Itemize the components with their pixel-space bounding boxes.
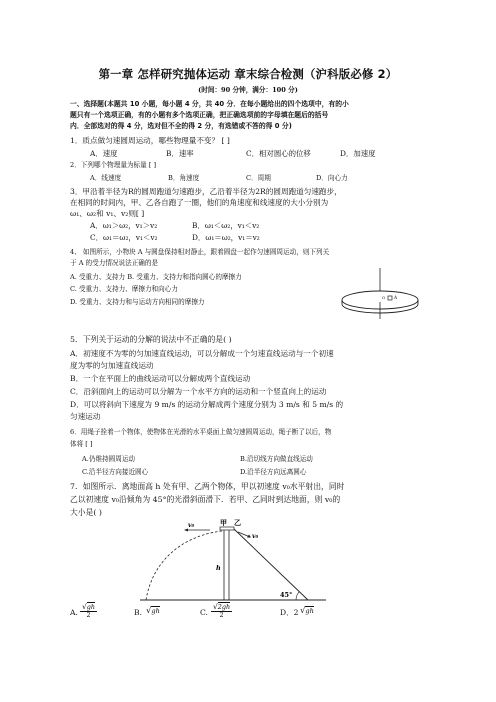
q5-option-a-line1: A．初速度不为零的匀加速直线运动，可以分解成一个匀速直线运动与一个初速: [70, 349, 334, 358]
q3-option-d: D．ω₁＝ω₂，v₁＝v₂: [192, 233, 260, 242]
q5-option-c: C．沿斜面向上的运动可以分解为一个水平方向的运动和一个竖直向上的运动: [70, 387, 327, 396]
q7-option-c-denominator: 2: [219, 611, 224, 619]
q1-option-d: D．加速度: [340, 149, 376, 158]
q7-option-c-fraction: [211, 603, 232, 619]
question-3-line1: 3．甲沿着半径为R的圆周跑道匀速跑步，乙沿着半径为2R的圆周跑道匀速跑步，: [70, 187, 342, 196]
q7-option-d-radicand: gh: [305, 607, 314, 615]
question-3-line2: 在相同的时间内，甲、乙各自跑了一圈，他们的角速度和线速度的大小分别为: [70, 198, 329, 207]
question-6-line1: 6．用绳子拴着一个物体，使物体在光滑的水平桌面上做匀速圆周运动，绳子断了以后，物: [70, 428, 332, 436]
q5-option-d-line2: 匀速运动: [70, 412, 101, 421]
q7-option-c-prefix: C.: [200, 608, 208, 617]
q7-option-b-prefix: B.: [134, 608, 142, 617]
question-7-line1: 7．如图所示．离地面高 h 处有甲、乙两个物体，甲以初速度 v₀水平射出，同时: [70, 482, 345, 491]
q6-option-b: B.沿切线方向做直线运动: [240, 455, 313, 463]
page-subtitle: (时间：90 分钟，满分：100 分): [198, 86, 298, 94]
sqrt-icon: √: [146, 606, 152, 616]
fig-label-h: h: [216, 564, 221, 572]
rotating-disc-figure: [338, 268, 422, 320]
question-2-stem: 2．下列哪个物理量为标量 [ ]: [70, 161, 157, 169]
q7-option-a-prefix: A.: [70, 608, 78, 617]
q7-option-a-fraction: [80, 603, 97, 619]
fig-label-yi: 乙: [234, 519, 241, 527]
q3-option-a: A．ω₁＞ω₂，v₁＞v₂: [90, 221, 158, 230]
question-6-line2: 体将 [ ]: [70, 440, 93, 448]
q7-option-a-denominator: 2: [86, 611, 91, 619]
q5-option-d-line1: D．可以将斜向下速度为 9 m/s 的运动分解成两个速度分别为 3 m/s 和 5 m/s 的: [70, 400, 344, 409]
q2-option-b: B．角速度: [168, 174, 200, 182]
q1-option-b: B．速率: [166, 149, 194, 158]
q6-option-c: C.沿半径方向接近圆心: [82, 468, 149, 476]
fig-label-v0-incline: v₀: [252, 533, 259, 540]
projectile-trajectory: [146, 531, 222, 600]
fig-label-jia: 甲: [220, 519, 227, 527]
block-a: [388, 296, 392, 300]
q2-option-d: D．向心力: [316, 174, 348, 182]
question-1-stem: 1．质点做匀速圆周运动，哪些物理量不变？ [ ]: [70, 136, 230, 145]
fig-label-o: O: [382, 296, 385, 300]
fig-label-angle: 45°: [280, 591, 293, 599]
q6-option-a: A.仍维持圆周运动: [82, 455, 136, 463]
question-4-line1: 4、 如图所示，小物块 A 与圆盘保持相对静止，跟着圆盘一起作匀速圆周运动，则下列关: [70, 248, 330, 256]
question-5-stem: 5．下列关于运动的分解的说法中不正确的是( ): [70, 335, 232, 344]
angle-arc: [296, 592, 300, 601]
section-instructions-line1: 一、选择题(本题共 10 小题，每小题 4 分，共 40 分．在每小题给出的四个选项中，有的小: [70, 100, 349, 108]
fig-label-v0-left: v₀: [188, 522, 195, 529]
q3-option-c: C．ω₁＝ω₂，v₁＜v₂: [90, 233, 158, 242]
question-3-line3: ω₁、ω₂和 v₁、v₂则[ ]: [70, 209, 145, 218]
q4-option-d: D. 受重力、支持力和与运动方向相同的摩擦力: [70, 298, 205, 306]
q5-option-b: B．一个在平面上的曲线运动可以分解成两个直线运动: [70, 374, 251, 383]
q7-option-b-radicand: gh: [151, 607, 160, 615]
question-7-line2: 乙以初速度 v₀沿倾角为 45°的光滑斜面滑下．若甲、乙同时到达地面，则 v₀的: [70, 495, 341, 504]
question-4-line2: 于 A 的受力情况说法正确的是: [70, 259, 159, 267]
q7-option-a-radicand: gh: [86, 603, 95, 611]
q1-option-a: A．速度: [90, 149, 118, 158]
section-instructions-line3: 内．全部选对的得 4 分，选对但不全的得 2 分，有选错或不答的得 0 分): [70, 122, 292, 130]
q7-option-d-prefix: D．2: [280, 608, 299, 617]
q2-option-c: C．周期: [246, 174, 271, 182]
question-7-line3: 大小是( ): [70, 508, 102, 517]
q4-option-c: C. 受重力、支持力、摩擦力和向心力: [70, 285, 178, 293]
q2-option-a: A．线速度: [90, 174, 122, 182]
platform-top: [220, 527, 234, 530]
q3-option-b: B．ω₁＜ω₂，v₁＜v₂: [192, 221, 260, 230]
projectile-incline-figure: [140, 518, 330, 602]
page-title: 第一章 怎样研究抛体运动 章末综合检测（沪科版必修 2）: [98, 67, 398, 81]
incline-surface: [234, 529, 308, 600]
q4-option-ab: A. 受重力、支持力 B. 受重力、支持力和指向圆心的摩擦力: [70, 273, 242, 281]
q7-option-d-radical: [300, 606, 314, 616]
q7-option-c-numerator: √2gh: [213, 602, 231, 611]
q7-options: [70, 604, 430, 620]
q7-option-a-numerator: √gh: [82, 602, 95, 611]
q7-option-b-radical: [146, 606, 160, 616]
q7-option-c-radicand: 2gh: [217, 603, 231, 611]
section-instructions-line2: 题只有一个选项正确，有的小题有多个选项正确，把正确选项前的字母填在题后的括号: [70, 111, 329, 119]
sqrt-icon: √: [300, 606, 306, 616]
q1-option-c: C．相对圆心的位移: [246, 149, 311, 158]
fig-label-a: A: [394, 295, 398, 300]
q6-option-d: D.沿半径方向远离圆心: [240, 468, 307, 476]
q5-option-a-line2: 度为零的匀加速直线运动: [70, 361, 154, 370]
